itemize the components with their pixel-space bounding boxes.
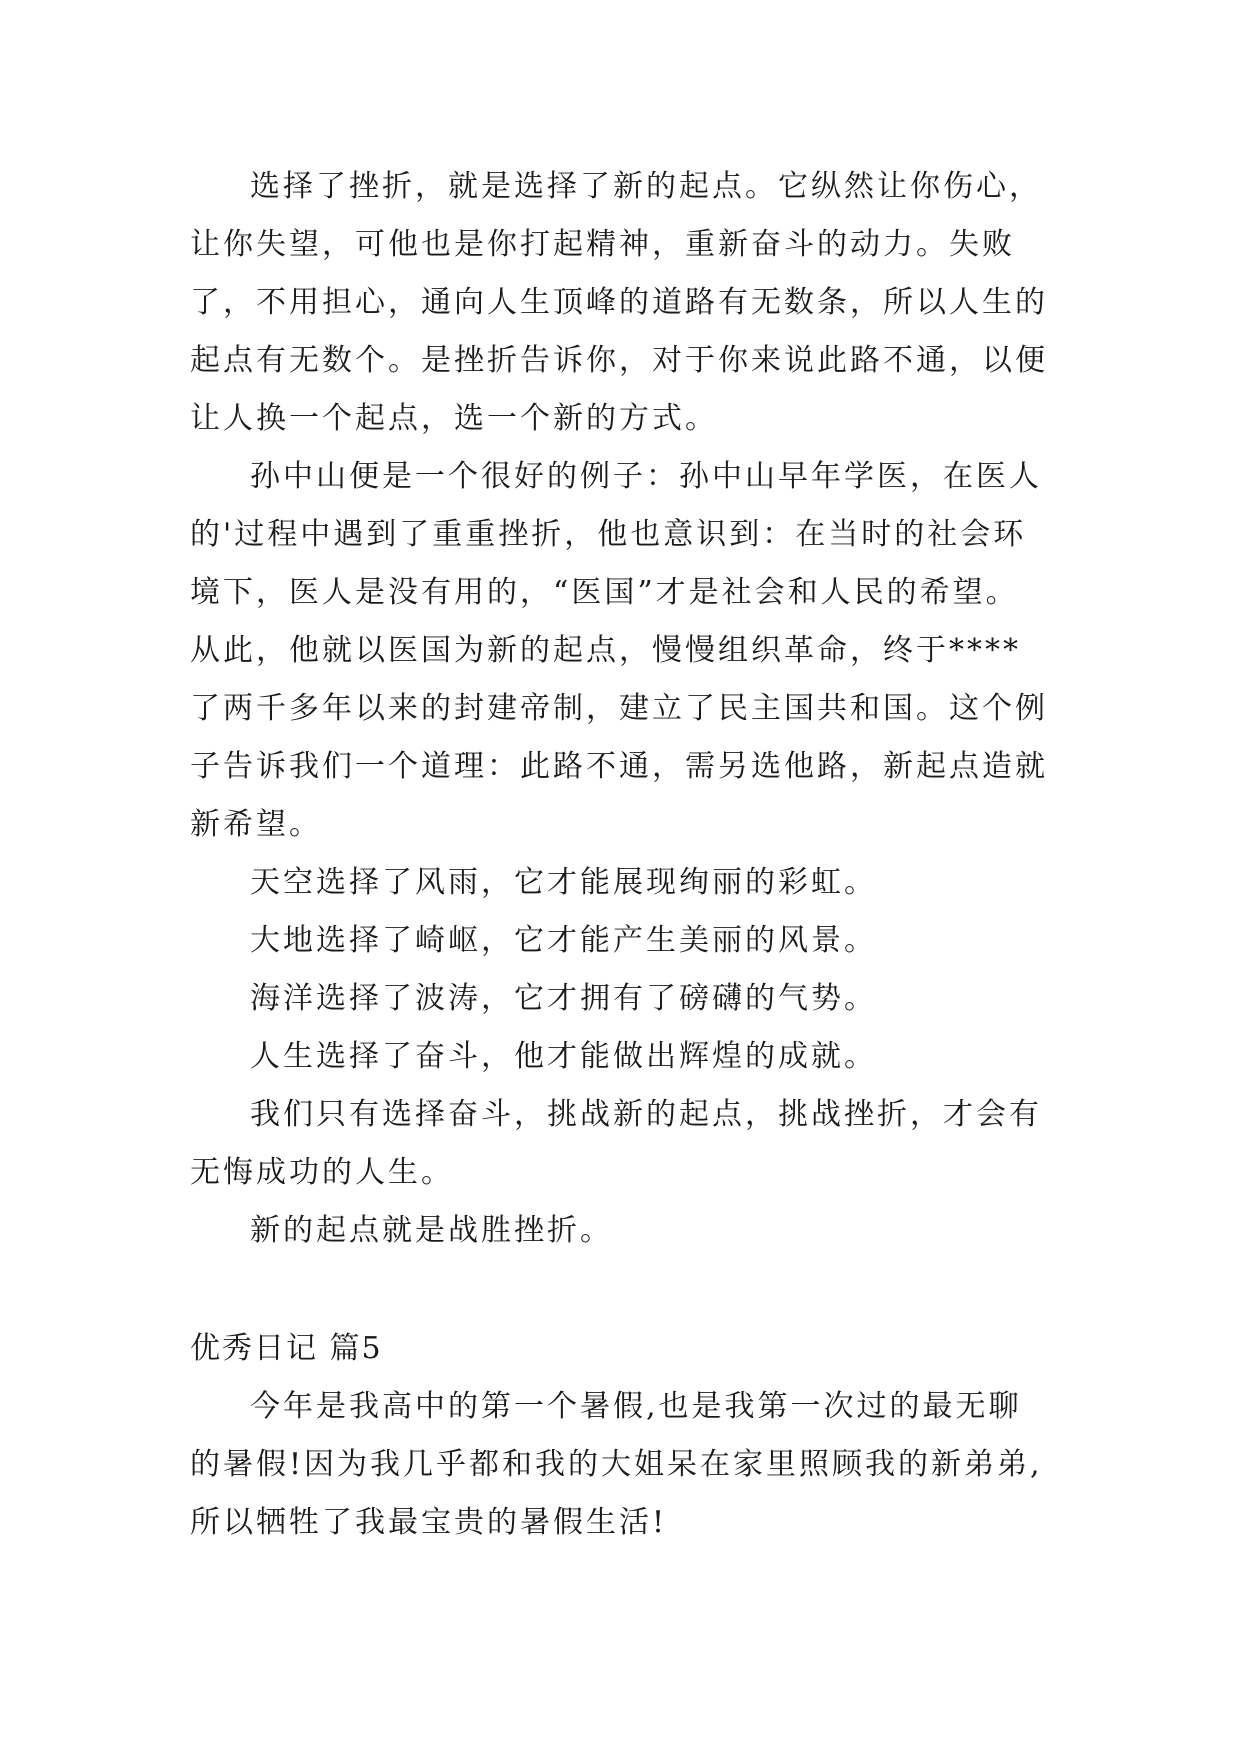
paragraph: 海洋选择了波涛，它才拥有了磅礴的气势。 bbox=[250, 981, 877, 1016]
section-heading: 优秀日记 篇5 bbox=[190, 1331, 383, 1366]
paragraph: 人生选择了奋斗，他才能做出辉煌的成就。 bbox=[250, 1039, 877, 1074]
paragraph: 孙中山便是一个很好的例子：孙中山早年学医，在医人的'过程中遇到了重重挫折，他也意识到：在当时的社会环境下，医人是没有用的，“医国”才是社会和人民的希望。从此，他就以医国为新的起点，慢慢组织革命，终于****了两千多年以来的封建帝制，建立了民主国共和国。这个例子告诉我们一个道理：此路不通，需另选他路，新起点造就新希望。 bbox=[190, 459, 1048, 842]
paragraph: 天空选择了风雨，它才能展现绚丽的彩虹。 bbox=[250, 865, 877, 900]
paragraph: 我们只有选择奋斗，挑战新的起点，挑战挫折，才会有无悔成功的人生。 bbox=[190, 1097, 1042, 1190]
paragraph: 今年是我高中的第一个暑假,也是我第一次过的最无聊的暑假!因为我几乎都和我的大姐呆在家里照顾我的新弟弟,所以牺牲了我最宝贵的暑假生活! bbox=[190, 1389, 1043, 1540]
paragraph: 新的起点就是战胜挫折。 bbox=[250, 1213, 613, 1248]
paragraph: 大地选择了崎岖，它才能产生美丽的风景。 bbox=[250, 923, 877, 958]
paragraph: 选择了挫折，就是选择了新的起点。它纵然让你伤心，让你失望，可他也是你打起精神，重新奋斗的动力。失败了，不用担心，通向人生顶峰的道路有无数条，所以人生的起点有无数个。是挫折告诉你，对于你来说此路不通，以便让人换一个起点，选一个新的方式。 bbox=[190, 169, 1048, 436]
document-body bbox=[190, 158, 1050, 1552]
